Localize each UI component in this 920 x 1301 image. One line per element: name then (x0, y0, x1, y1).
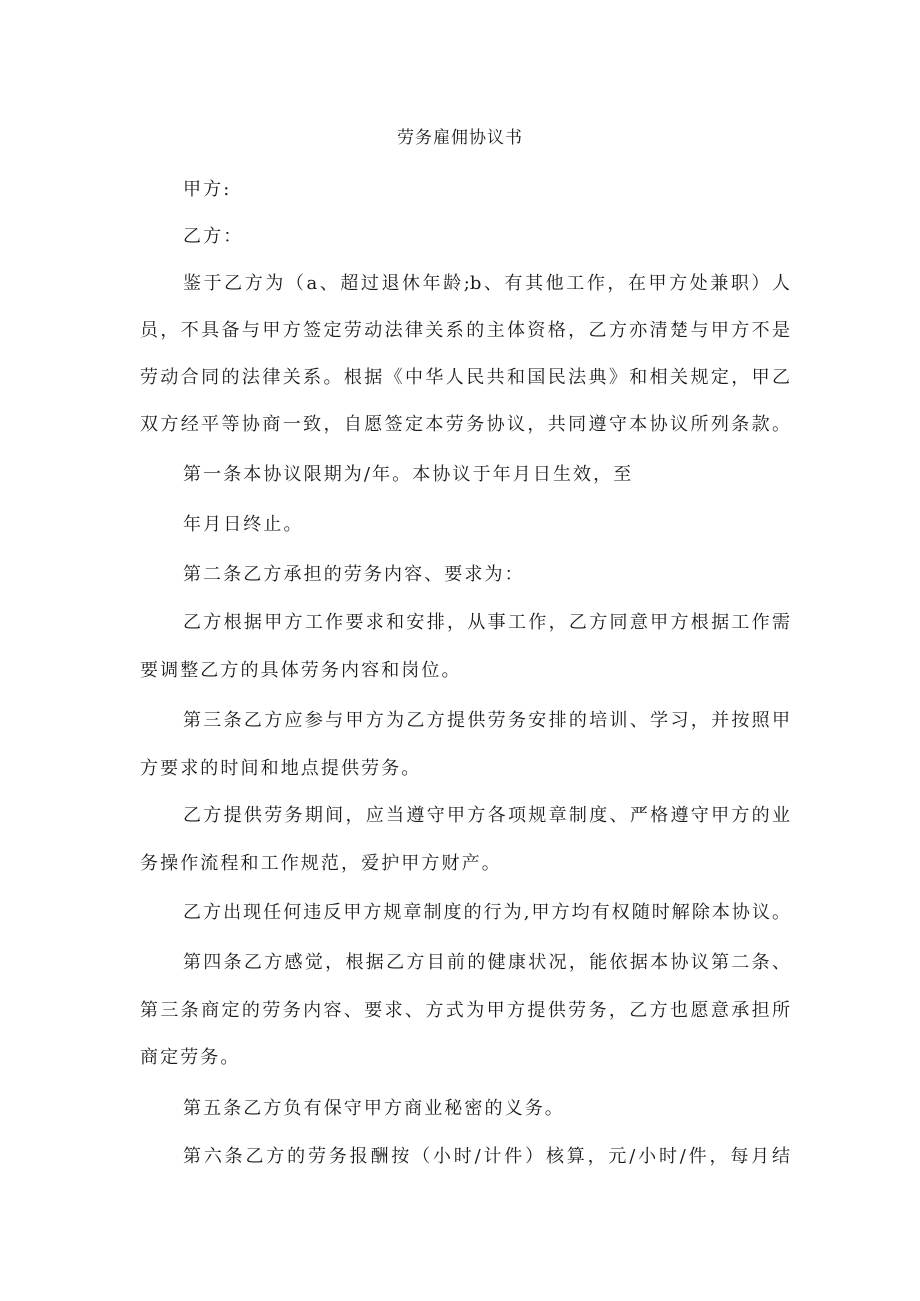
paragraph-line: 第四条乙方感觉，根据乙方目前的健康状况，能依据本协议第二条、 (183, 952, 790, 973)
paragraph-line: 第三条商定的劳务内容、要求、方式为甲方提供劳务，乙方也愿意承担所 (140, 1000, 790, 1021)
paragraph-line: 双方经平等协商一致，自愿签定本劳务协议，共同遵守本协议所列条款。 (140, 414, 790, 435)
paragraph-line: 第五条乙方负有保守甲方商业秘密的义务。 (183, 1098, 565, 1119)
party-b-label: 乙方： (183, 226, 244, 247)
paragraph-line: 要调整乙方的具体劳务内容和岗位。 (140, 660, 462, 681)
document-title: 劳务雇佣协议书 (397, 128, 523, 148)
paragraph-line: 乙方根据甲方工作要求和安排，从事工作，乙方同意甲方根据工作需 (183, 612, 790, 633)
paragraph-line: 员，不具备与甲方签定劳动法律关系的主体资格，乙方亦清楚与甲方不是 (140, 320, 790, 341)
party-a-label: 甲方: (183, 179, 232, 200)
paragraph-line: 方要求的时间和地点提供劳务。 (140, 758, 422, 779)
paragraph-line: 第三条乙方应参与甲方为乙方提供劳务安排的培训、学习，并按照甲 (183, 710, 790, 731)
paragraph-line: 第六条乙方的劳务报酬按（小时/计件）核算，元/小时/件，每月结 (183, 1146, 790, 1167)
paragraph-line: 鉴于乙方为（a、超过退休年龄;b、有其他工作，在甲方处兼职）人 (183, 273, 790, 294)
paragraph-line: 劳动合同的法律关系。根据《中华人民共和国民法典》和相关规定，甲乙 (140, 367, 790, 388)
paragraph-line: 务操作流程和工作规范，爱护甲方财产。 (140, 853, 502, 874)
paragraph-line: 乙方提供劳务期间，应当遵守甲方各项规章制度、严格遵守甲方的业 (183, 805, 790, 826)
paragraph-line: 第一条本协议限期为/年。本协议于年月日生效，至 (183, 464, 634, 485)
paragraph-line: 乙方出现任何违反甲方规章制度的行为,甲方均有权随时解除本协议。 (183, 902, 790, 923)
paragraph-line: 商定劳务。 (140, 1047, 241, 1068)
paragraph-line: 年月日终止。 (183, 514, 304, 535)
paragraph-line: 第二条乙方承担的劳务内容、要求为： (183, 564, 525, 585)
